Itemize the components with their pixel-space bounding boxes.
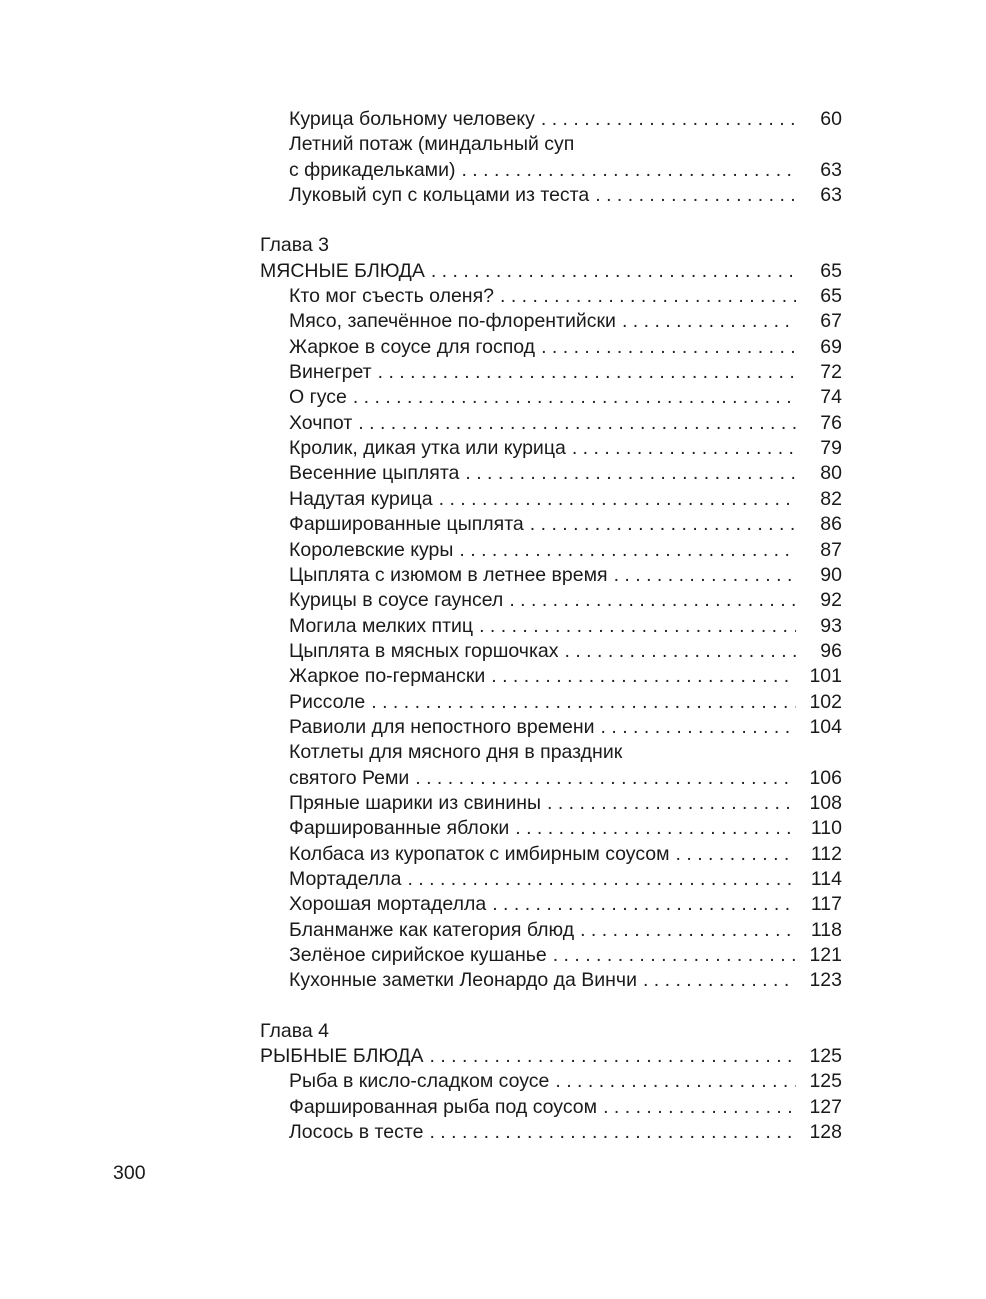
- toc-entry-title: Равиоли для непостного времени: [289, 715, 595, 738]
- toc-entry-title: О гусе: [289, 386, 347, 409]
- toc-entry-page: 117: [810, 893, 842, 916]
- toc-entry-title: Цыплята с изюмом в летнее время: [289, 563, 608, 586]
- dot-leader: [643, 968, 796, 993]
- dot-leader: [492, 892, 796, 917]
- toc-entry-page: 63: [820, 184, 842, 207]
- dot-leader: [378, 360, 796, 385]
- chapter-page: 65: [820, 259, 842, 282]
- dot-leader: [572, 436, 796, 461]
- toc-entry-page: 67: [820, 310, 842, 333]
- chapter-label: Глава 3: [260, 234, 329, 257]
- toc-entry-title: Жаркое в соусе для господ: [289, 335, 536, 358]
- toc-entry: [260, 1069, 842, 1094]
- toc-entry-title: Курицы в соусе гаунсел: [289, 589, 504, 612]
- toc-entry: [260, 690, 842, 715]
- chapter-title: РЫБНЫЕ БЛЮДА: [260, 1045, 424, 1068]
- toc-entry: [260, 385, 842, 410]
- dot-leader: [541, 107, 796, 132]
- dot-leader: [601, 715, 796, 740]
- toc-entry: [260, 918, 842, 943]
- toc-entry: [260, 512, 842, 537]
- toc-entry-page: 121: [809, 944, 842, 966]
- toc-entry: [260, 335, 842, 360]
- toc-entry: [260, 107, 842, 132]
- dot-leader: [407, 867, 796, 892]
- toc-entry-title: Мортаделла: [289, 867, 402, 890]
- toc-entry-title: Луковый суп с кольцами из теста: [289, 184, 590, 207]
- toc-entry-title: Могила мелких птиц: [289, 614, 474, 637]
- toc-entry-title: святого Реми: [289, 766, 410, 789]
- toc-entry: [260, 1120, 842, 1145]
- toc-entry-title: Риссоле: [289, 690, 366, 713]
- toc-entry-title: Хочпот: [289, 411, 353, 434]
- toc-entry-title: Пряные шарики из свинины: [289, 791, 542, 814]
- dot-leader: [595, 183, 796, 208]
- toc-entry: [260, 842, 842, 867]
- toc-entry-title: Цыплята в мясных горшочках: [289, 639, 559, 662]
- dot-leader: [415, 766, 796, 791]
- dot-leader: [580, 918, 796, 943]
- toc-entry: [260, 309, 842, 334]
- dot-leader: [353, 385, 796, 410]
- dot-leader: [541, 335, 796, 360]
- toc-entry-page: 106: [809, 766, 842, 789]
- dot-leader: [603, 1095, 796, 1120]
- dot-leader: [429, 1044, 796, 1069]
- toc-entry: [260, 538, 842, 563]
- toc-entry-page: 87: [820, 538, 842, 561]
- toc-entry: [260, 664, 842, 689]
- toc-entry-page: 65: [820, 285, 842, 308]
- dot-leader: [358, 411, 796, 436]
- toc-entry: [260, 943, 842, 968]
- dot-leader: [622, 309, 796, 334]
- toc-entry-title: Весенние цыплята: [289, 462, 460, 485]
- toc-entry: [260, 968, 842, 993]
- toc-entry-page: 96: [820, 639, 842, 662]
- toc-entry-page: 69: [820, 335, 842, 358]
- toc-entry-title: Жаркое по-германски: [289, 665, 486, 688]
- toc-entry-page: 104: [809, 715, 842, 738]
- toc-entry: [260, 766, 842, 791]
- toc-entry-page: 125: [809, 1070, 842, 1093]
- chapter-label: Глава 4: [260, 1019, 329, 1042]
- toc-entry-title: Лосось в тесте: [289, 1121, 424, 1144]
- toc-entry: [260, 183, 842, 208]
- toc-entry-title-line: Котлеты для мясного дня в праздник: [289, 741, 623, 764]
- toc-entry-page: 102: [809, 690, 842, 713]
- toc-entry-page: 74: [820, 386, 842, 409]
- dot-leader: [500, 284, 796, 309]
- dot-leader: [547, 791, 796, 816]
- dot-leader: [614, 563, 796, 588]
- toc-entry-title: Винегрет: [289, 361, 372, 384]
- dot-leader: [429, 1120, 796, 1145]
- toc-entry-title: Надутая курица: [289, 487, 433, 510]
- toc-entry: [260, 563, 842, 588]
- dot-leader: [509, 588, 796, 613]
- toc-entry-page: 79: [820, 437, 842, 460]
- toc-entry-page: 108: [809, 791, 842, 814]
- toc-entry-title: Хорошая мортаделла: [289, 893, 487, 916]
- toc-entry-page: 60: [820, 108, 842, 130]
- toc-entry-page: 90: [820, 563, 842, 586]
- toc-entry-title: Зелёное сирийское кушанье: [289, 944, 547, 966]
- toc-entry-title: Колбаса из куропаток с имбирным соусом: [289, 842, 670, 865]
- table-of-contents: [260, 107, 842, 1145]
- toc-entry-title: Фаршированные цыплята: [289, 513, 524, 536]
- toc-entry: [260, 158, 842, 183]
- toc-entry-page: 86: [820, 513, 842, 536]
- toc-entry: [260, 487, 842, 512]
- toc-entry-page: 118: [810, 918, 842, 941]
- toc-entry: [260, 816, 842, 841]
- dot-leader: [371, 690, 796, 715]
- toc-entry-page: 110: [810, 817, 842, 840]
- toc-entry: [260, 614, 842, 639]
- dot-leader: [459, 538, 796, 563]
- chapter-heading: [260, 259, 842, 284]
- toc-entry: [260, 791, 842, 816]
- toc-entry-page: 76: [820, 411, 842, 434]
- toc-entry-page: 112: [810, 842, 842, 865]
- chapter3-entries: [260, 284, 842, 740]
- toc-entry-page: 92: [820, 589, 842, 612]
- toc-entry: [260, 639, 842, 664]
- toc-entry: [260, 436, 842, 461]
- toc-entry-page: 63: [820, 158, 842, 181]
- toc-entry-title: Мясо, запечённое по-флорентийски: [289, 310, 616, 333]
- dot-leader: [465, 461, 796, 486]
- toc-entry-title: Фаршированные яблоки: [289, 817, 510, 840]
- dot-leader: [515, 816, 796, 841]
- dot-leader: [565, 639, 796, 664]
- dot-leader: [479, 614, 796, 639]
- chapter-title: МЯСНЫЕ БЛЮДА: [260, 259, 425, 282]
- toc-entry-page: 82: [820, 487, 842, 510]
- toc-entry-page: 114: [810, 867, 842, 890]
- toc-entry-page: 72: [820, 361, 842, 384]
- toc-entry-title: Кто мог съесть оленя?: [289, 285, 494, 308]
- toc-entry-page: 128: [809, 1121, 842, 1144]
- dot-leader: [553, 943, 796, 968]
- page-number: 300: [113, 1162, 146, 1184]
- dot-leader: [491, 664, 796, 689]
- toc-entry: [260, 284, 842, 309]
- toc-entry-page: 127: [809, 1095, 842, 1118]
- dot-leader: [530, 512, 796, 537]
- toc-entry-title: Курица больному человеку: [289, 108, 535, 130]
- dot-leader: [431, 259, 796, 284]
- toc-entry-title: с фрикадельками): [289, 158, 456, 181]
- toc-entry: [260, 1095, 842, 1120]
- chapter3-entries-continued: [260, 791, 842, 994]
- toc-entry: [260, 715, 842, 740]
- toc-entry: [260, 867, 842, 892]
- toc-entry-title: Королевские куры: [289, 538, 454, 561]
- toc-entry: [260, 588, 842, 613]
- toc-entry-title: Кролик, дикая утка или курица: [289, 437, 566, 460]
- toc-entry-title: Рыба в кисло-сладком соусе: [289, 1070, 550, 1093]
- toc-entry: [260, 360, 842, 385]
- dot-leader: [461, 158, 796, 183]
- toc-entry: [260, 461, 842, 486]
- dot-leader: [555, 1069, 796, 1094]
- chapter-page: 125: [809, 1045, 842, 1068]
- dot-leader: [676, 842, 796, 867]
- chapter4-entries: [260, 1069, 842, 1145]
- chapter-heading: [260, 1044, 842, 1069]
- toc-entry-page: 80: [820, 462, 842, 485]
- toc-entry-title: Бланманже как категория блюд: [289, 918, 575, 941]
- toc-entry-page: 123: [809, 969, 842, 992]
- toc-entry-title: Кухонные заметки Леонардо да Винчи: [289, 969, 637, 992]
- toc-entry-title: Фаршированная рыба под соусом: [289, 1095, 598, 1118]
- dot-leader: [439, 487, 796, 512]
- toc-entry-page: 101: [809, 665, 842, 688]
- toc-entry: [260, 411, 842, 436]
- toc-entry-page: 93: [820, 614, 842, 637]
- toc-entry-title-line: Летний потаж (миндальный суп: [289, 133, 575, 156]
- toc-entry: [260, 892, 842, 917]
